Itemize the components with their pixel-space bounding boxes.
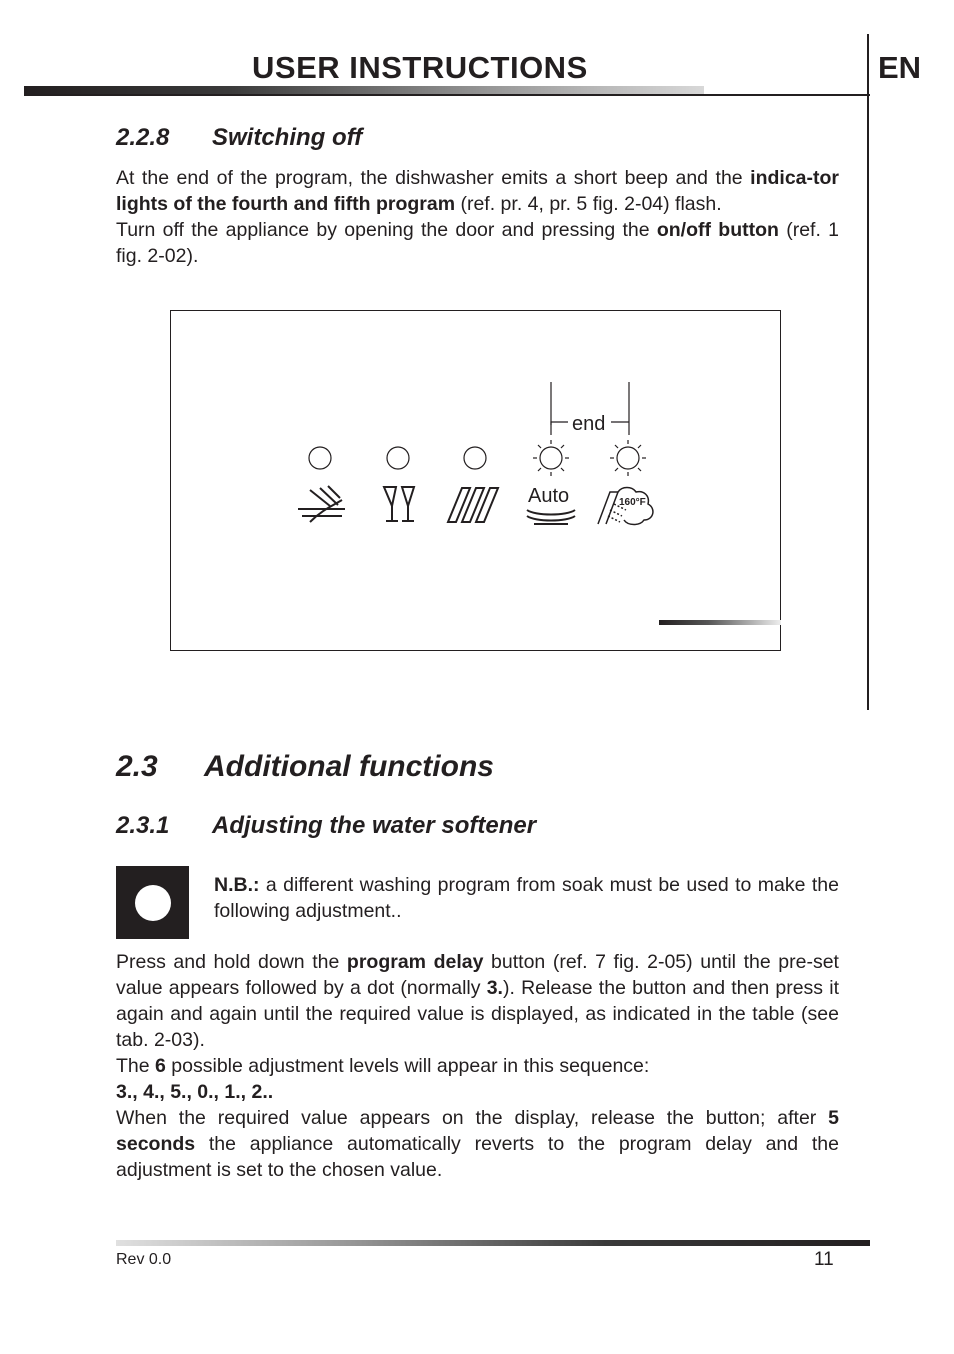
text-run: possible adjustment levels will appear in this sequence: [165,1055,650,1077]
end-label-tick [551,422,568,425]
heading-water-softener [116,812,536,840]
end-label: end [572,413,606,435]
text-run: (ref. 1 fig. 2-02). [116,219,839,267]
bold-run: 3. [486,977,503,999]
auto-label: Auto [528,485,570,507]
heading-text: Switching off [212,124,363,151]
indicator-light-1 [309,447,331,469]
bold-run: on/off button [656,219,779,241]
heading-number: 2.2.8 [116,124,170,151]
heading-text: Additional functions [204,750,494,783]
text-run: Turn off the appliance by opening the door and pressing the [116,219,657,241]
indicator-light-2 [387,447,409,469]
paragraph-program-delay [116,949,839,1183]
bold-run: program delay [346,951,484,973]
glasses-icon [384,487,414,521]
page-header-title: USER INSTRUCTIONS [252,50,588,85]
cutlery-icon [448,488,498,522]
auto-dishes-icon [527,510,575,524]
note-dot-icon [135,885,171,921]
footer-gradient-bar [116,1240,870,1246]
heading-number: 2.3.1 [116,812,170,839]
text-run: At the end of the program, the dishwasher emits a short beep and the [116,167,751,189]
heading-switching-off [116,124,362,152]
language-tag: EN [878,50,922,85]
heading-text: Adjusting the water softener [212,812,537,839]
note-label: N.B.: [214,874,260,896]
text-run: button (ref. 7 fig. 2-05) until the pre-set value appears followed by a dot (normally [116,951,839,999]
margin-vertical-rule [867,34,869,710]
paragraph-switching-off [116,165,839,269]
text-run: a different washing program from soak must be used to make the following adjustment.. [214,874,839,922]
text-run: (ref. pr. 4, pr. 5 fig. 2-04) flash. [455,193,722,215]
text-run: The [116,1055,156,1077]
soak-icon [298,486,345,522]
note-text [214,872,839,924]
temperature-label: 160°F [619,497,646,508]
control-panel-drawing [170,310,781,651]
text-run: ). Release the button and then press it again and again until the required value is displayed, as indicated in the table (see tab. 2-03). [116,977,839,1051]
text-run: the appliance automatically reverts to the program delay and the adjustment is set to the chosen value. [116,1133,839,1181]
heading-additional-functions [116,750,494,784]
level-sequence: 3., 4., 5., 0., 1., 2.. [116,1081,274,1103]
bold-run: 6 [155,1055,166,1077]
text-run: Press and hold down the [116,951,347,973]
text-run: When the required value appears on the display, release the button; after [116,1107,829,1129]
bold-run: 5 seconds [116,1107,839,1155]
indicator-light-3 [464,447,486,469]
heading-number: 2.3 [116,750,158,783]
bold-run: indica-tor lights of the fourth and fifth program [116,167,839,215]
indicator-light-4-flashing [533,440,569,476]
header-rule [24,94,870,96]
indicator-light-5-flashing [610,440,646,476]
page-number: 11 [814,1249,834,1270]
revision-label: Rev 0.0 [116,1251,172,1268]
